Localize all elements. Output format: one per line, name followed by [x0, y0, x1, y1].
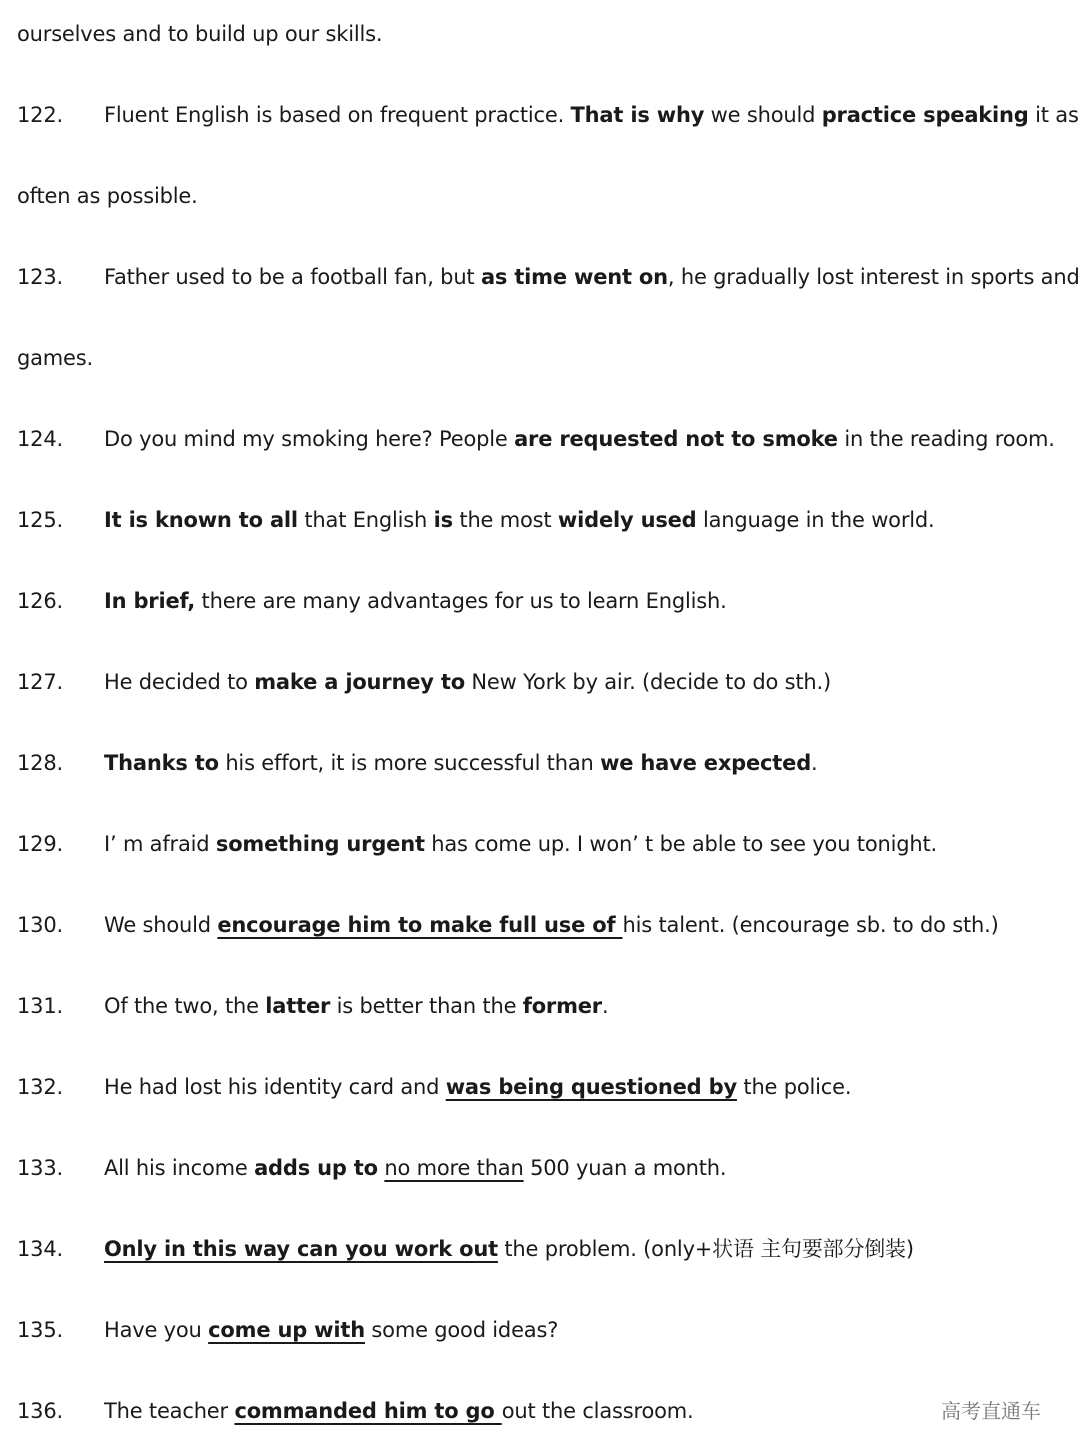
- item-number: 134.: [17, 1237, 63, 1261]
- sentence-item: [0, 262, 1080, 292]
- item-number: 123.: [17, 265, 63, 289]
- item-number: 131.: [17, 994, 63, 1018]
- sentence-item: [0, 1234, 1080, 1264]
- sentence-item: [0, 991, 1080, 1021]
- item-number: 135.: [17, 1318, 63, 1342]
- item-text: Of the two, the latter is better than the former.: [104, 994, 609, 1018]
- item-text: Thanks to his effort, it is more successful than we have expected.: [104, 751, 818, 775]
- sentence-item: [0, 100, 1080, 130]
- sentence-item: [0, 424, 1080, 454]
- item-text: All his income adds up to no more than 500 yuan a month.: [104, 1156, 727, 1180]
- sentence-item: [0, 667, 1080, 697]
- sentence-item: [0, 829, 1080, 859]
- item-text: Do you mind my smoking here? People are requested not to smoke in the reading room.: [104, 427, 1055, 451]
- item-text: He decided to make a journey to New York by air. (decide to do sth.): [104, 670, 831, 694]
- sentence-item: [0, 1072, 1080, 1102]
- sentence-item: [0, 1396, 1080, 1426]
- item-text: We should encourage him to make full use of his talent. (encourage sb. to do sth.): [104, 913, 999, 937]
- item-wrap-line: often as possible.: [17, 184, 198, 208]
- item-number: 122.: [17, 103, 63, 127]
- sentence-item: [0, 910, 1080, 940]
- sentence-item: [0, 505, 1080, 535]
- sentence-item: [0, 748, 1080, 778]
- item-wrap-line: games.: [17, 346, 93, 370]
- item-text: Only in this way can you work out the problem. (only+状语 主句要部分倒装): [104, 1237, 914, 1261]
- continuation-line: ourselves and to build up our skills.: [17, 22, 383, 46]
- item-text: In brief, there are many advantages for us to learn English.: [104, 589, 727, 613]
- item-text: The teacher commanded him to go out the classroom.: [104, 1399, 694, 1423]
- item-text: He had lost his identity card and was being questioned by the police.: [104, 1075, 852, 1099]
- item-text: I’ m afraid something urgent has come up. I won’ t be able to see you tonight.: [104, 832, 937, 856]
- item-number: 126.: [17, 589, 63, 613]
- item-text: It is known to all that English is the most widely used language in the world.: [104, 508, 935, 532]
- item-number: 128.: [17, 751, 63, 775]
- sentence-item: [0, 1315, 1080, 1345]
- item-text: Have you come up with some good ideas?: [104, 1318, 559, 1342]
- item-number: 129.: [17, 832, 63, 856]
- item-number: 130.: [17, 913, 63, 937]
- watermark: 高考直通车: [941, 1399, 1041, 1423]
- item-number: 127.: [17, 670, 63, 694]
- sentence-item: [0, 586, 1080, 616]
- item-number: 125.: [17, 508, 63, 532]
- item-number: 133.: [17, 1156, 63, 1180]
- item-text: Father used to be a football fan, but as time went on, he gradually lost interest in sports and: [104, 265, 1080, 289]
- item-number: 136.: [17, 1399, 63, 1423]
- item-text: Fluent English is based on frequent practice. That is why we should practice speaking it as: [104, 103, 1079, 127]
- item-number: 132.: [17, 1075, 63, 1099]
- sentence-item: [0, 1153, 1080, 1183]
- item-number: 124.: [17, 427, 63, 451]
